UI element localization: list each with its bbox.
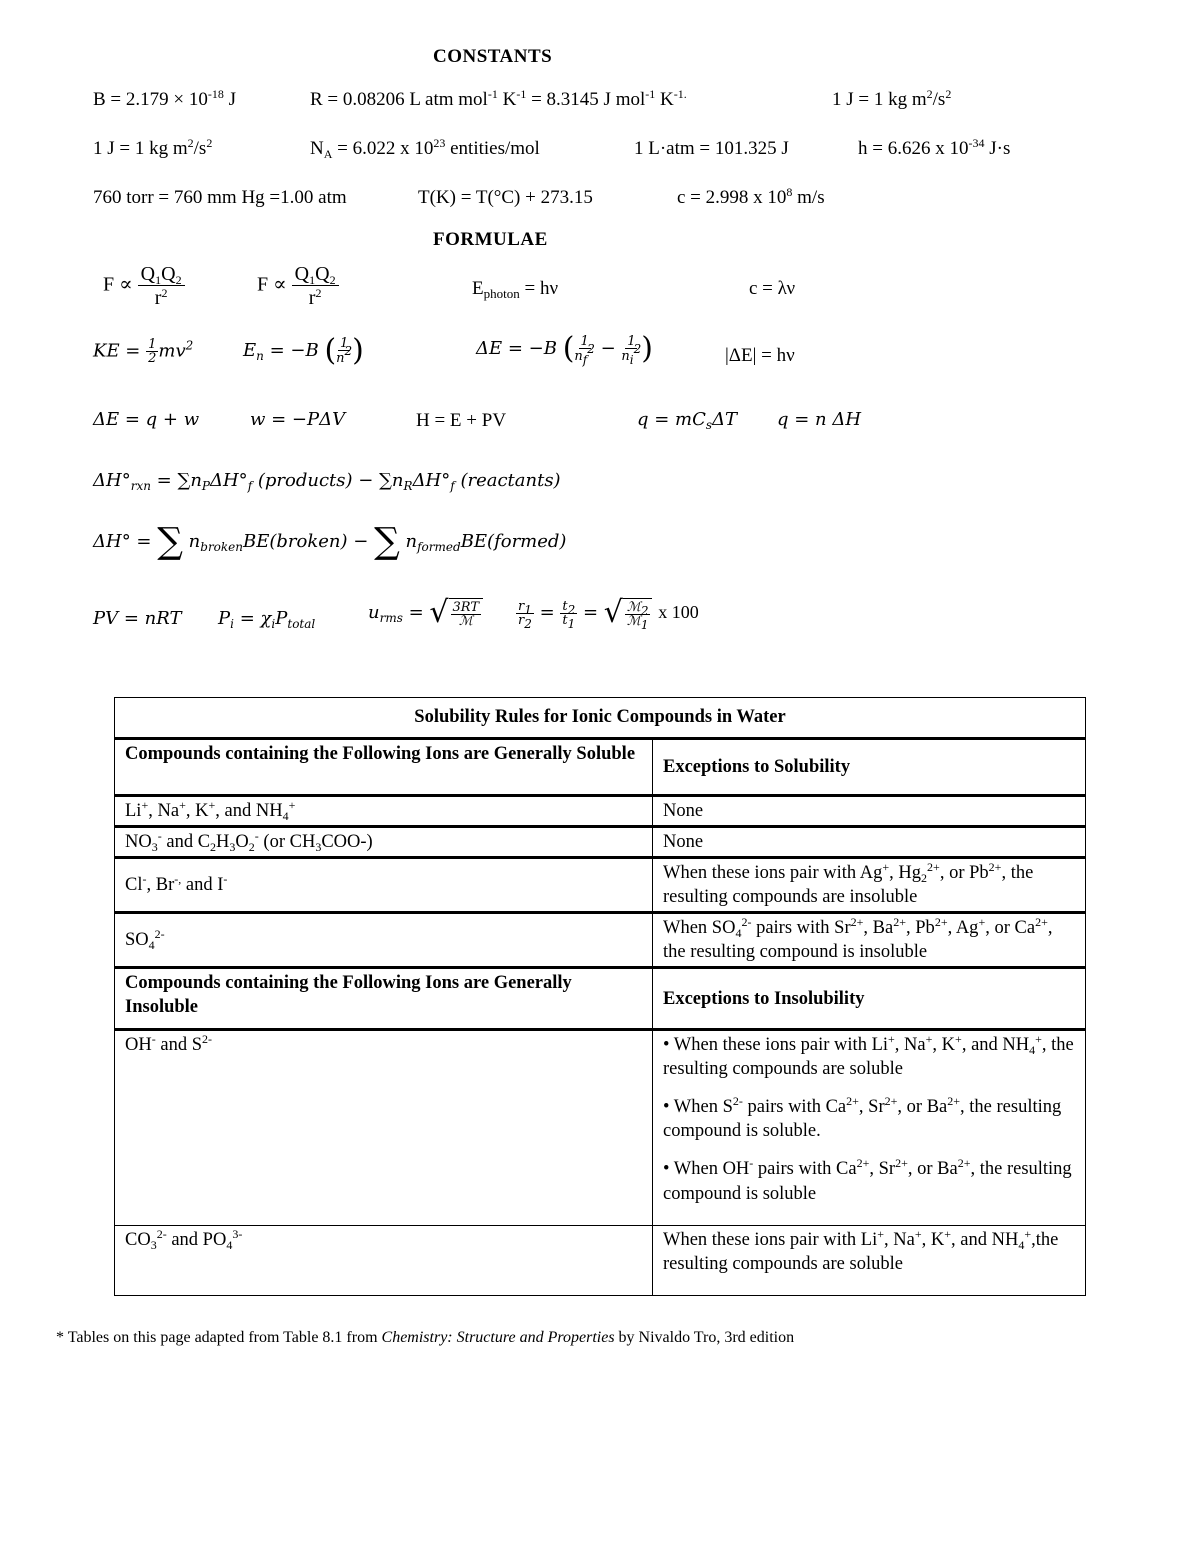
ions-sulfate: $SO_4^{2-}$ xyxy=(115,913,653,968)
formula-coulomb-2: F ∝ $\frac{Q_1Q_2}{r^2}$ xyxy=(257,264,339,308)
constant-avogadro: $N_A = 6.022$ x $10^{23}$ entities/mol xyxy=(310,136,540,161)
ions-hydroxide-sulfide: OH- and $S^{2-}$ xyxy=(115,1030,653,1226)
table-row xyxy=(115,858,1086,913)
footnote-suffix: by Nivaldo Tro, 3rd edition xyxy=(614,1329,795,1346)
constant-joule-1: 1 J = 1 kg $m^2/s^2$ xyxy=(832,87,952,110)
exception-halides: When these ions pair with Ag+, $Hg_2^{2+}$, or $Pb^{2+}$, the resulting compounds are insoluble xyxy=(653,858,1086,913)
formulae-heading: FORMULAE xyxy=(433,229,548,250)
formula-abs-delta-e: |ΔE| = hν xyxy=(725,345,795,366)
solubility-table xyxy=(114,697,1086,1296)
table-title: Solubility Rules for Ionic Compounds in Water xyxy=(115,698,1086,739)
formula-coulomb-1: F ∝ $\frac{Q_1Q_2}{r^2}$ xyxy=(103,264,185,308)
constant-kelvin: T(K) = T(°C) + 273.15 xyxy=(418,187,593,208)
exception-none-2: None xyxy=(653,827,1086,858)
insoluble-header: Compounds containing the Following Ions are Generally Insoluble xyxy=(115,968,653,1030)
constant-gas-constant: R = 0.08206 L atm mol$^{-1}$ $K^{-1} = 8.3145$ J mol$^{-1}$ $K^{-1.}$ xyxy=(310,87,687,110)
constant-planck: h = 6.626 x $10^{-34}$ J·s xyxy=(858,136,1011,159)
insoluble-exceptions-header: Exceptions to Insolubility xyxy=(653,968,1086,1030)
footnote-prefix: * Tables on this page adapted from Table 8.1 from xyxy=(56,1329,382,1346)
formula-bond-energy: ΔH° = ∑ $n_{broken}BE(broken)$ − ∑ $n_{formed}BE(formed)$ xyxy=(93,521,567,562)
exception-none-1: None xyxy=(653,796,1086,827)
ions-nitrate-acetate: $NO_3^-$ and $C_2H_3O_2^-$ (or $CH_3COO-$) xyxy=(115,827,653,858)
formula-rms-speed: $u_{rms}$ = √ $\frac{3RT}{\text{ℳ}}$ xyxy=(368,598,483,628)
formula-bohr-energy: $E_n = -B$ ( $\frac{1}{n^2}$ ) xyxy=(243,333,364,368)
table-row xyxy=(115,1030,1086,1226)
formula-wave-speed: c = λν xyxy=(749,278,796,299)
table-row xyxy=(115,913,1086,968)
formula-enthalpy: H = E + PV xyxy=(416,410,507,431)
ions-halides: Cl-, Br-, and I- xyxy=(115,858,653,913)
formula-partial-pressure: $P_i = \chi_iP_{total}$ xyxy=(218,608,316,631)
list-item: • When OH- pairs with $Ca^{2+}$, $Sr^{2+}$, or $Ba^{2+}$, the resulting compound is soluble xyxy=(663,1156,1072,1204)
table-row xyxy=(115,796,1086,827)
list-item: • When $S^{2-}$ pairs with $Ca^{2+}$, $Sr^{2+}$, or $Ba^{2+}$, the resulting compound is soluble. xyxy=(663,1094,1062,1142)
footnote-book-title: Chemistry: Structure and Properties xyxy=(381,1329,615,1346)
ions-carbonate-phosphate: $CO_3^{2-}$ and $PO_4^{3-}$ xyxy=(115,1226,653,1296)
formula-work: w = −PΔV xyxy=(250,409,346,430)
list-item: • When these ions pair with Li+, Na+, K+, and $NH_4^+$, the resulting compounds are soluble xyxy=(663,1032,1074,1080)
constants-heading: CONSTANTS xyxy=(433,46,553,67)
footnote xyxy=(56,1329,794,1347)
constant-latm: 1 L·atm = 101.325 J xyxy=(634,138,789,159)
formula-delta-e-transition: ΔE = −B ( $\frac{1}{n_f^2}$ − $\frac{1}{n_i^2}$ ) xyxy=(476,331,653,367)
formula-photon-energy: $E_{photon} = h\nu$ xyxy=(472,278,559,301)
table-row xyxy=(115,1226,1086,1296)
soluble-exceptions-header: Exceptions to Solubility xyxy=(653,739,1086,796)
constant-joule-2: 1 J = 1 kg $m^2/s^2$ xyxy=(93,136,213,159)
formula-hess: $\Delta H^\circ_{rxn} = \sum n_P\Delta H^\circ_f$ (products) − $\sum n_R\Delta H^\circ_f$ (reactants) xyxy=(93,470,561,493)
formula-ideal-gas: PV = nRT xyxy=(93,608,182,629)
formula-internal-energy: ΔE = q + w xyxy=(93,409,200,430)
formula-heat: $q = mC_s\Delta T$ xyxy=(637,409,738,432)
exception-hydroxide-sulfide xyxy=(653,1030,1086,1226)
constant-light-speed: c = 2.998 x $10^8$ m/s xyxy=(677,185,825,208)
constant-rydberg: $B = 2.179 \times 10^{-18}$ J xyxy=(93,87,237,110)
formula-grahams-law: $\frac{r_1}{r_2}$ = $\frac{t_2}{t_1}$ = √ $\frac{ℳ_2}{ℳ_1}$ x 100 xyxy=(518,595,699,632)
constant-pressure: 760 torr = 760 mm Hg =1.00 atm xyxy=(93,187,347,208)
exception-sulfate: When $SO_4^{2-}$ pairs with $Sr^{2+}$, $Ba^{2+}$, $Pb^{2+}$, Ag+, or $Ca^{2+}$, the resulting compound is insoluble xyxy=(653,913,1086,968)
ions-alkali-ammonium: Li+, Na+, K+, and $NH_4^+$ xyxy=(115,796,653,827)
soluble-header: Compounds containing the Following Ions are Generally Soluble xyxy=(115,739,653,796)
table-row xyxy=(115,827,1086,858)
formula-kinetic-energy: KE = $\frac{1}{2}$ $mv^2$ xyxy=(93,337,194,366)
exception-carbonate-phosphate: When these ions pair with Li+, Na+, K+, and $NH_4^+,the$ resulting compounds are soluble xyxy=(653,1226,1086,1296)
formula-heat-molar: q = n ΔH xyxy=(777,409,862,430)
